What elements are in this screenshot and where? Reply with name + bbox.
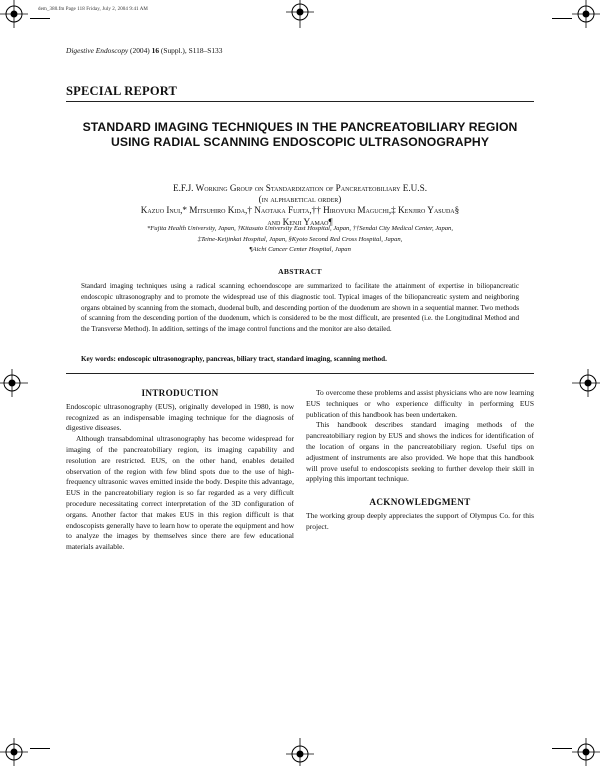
- registration-mark-top-center: [286, 0, 314, 28]
- affiliation-line: *Fujita Health University, Japan, †Kitasato University East Hospital, Japan, ††Sendai City Medical Center, Japan,: [146, 225, 454, 232]
- trim-line: [552, 18, 572, 19]
- registration-mark-bottom-center: [286, 738, 314, 766]
- registration-mark-top-right: [572, 0, 600, 28]
- paragraph: Although transabdominal ultrasonography has become widespread for imaging of the pancreatobiliary region, its imaging capability and resolution are restricted. EUS, on the other hand, enables detailed observation of the region with few blind spots due to the use of high-frequency ultrasonic waves emitted inside the body. Despite this advantage, EUS in the pancreatobiliary region is so far regarded as a very difficult procedure necessitating correct interpretation of the 3D configuration of organs. Another factor that makes EUS in this region difficult is that endoscopists generally have to learn how to operate the equipment and how to analyze the images by themselves since there are few educational materials available.: [66, 434, 294, 552]
- journal-year: (2004): [130, 46, 150, 55]
- registration-mark-bottom-right: [572, 738, 600, 766]
- trim-line: [552, 748, 572, 749]
- author-names-cont: and Kenji Yamao¶: [267, 216, 333, 227]
- journal-name: Digestive Endoscopy: [66, 46, 129, 55]
- trim-line: [30, 18, 50, 19]
- section-label: SPECIAL REPORT: [66, 84, 178, 98]
- keywords: Key words: endoscopic ultrasonography, pancreas, biliary tract, standard imaging, scanning method.: [81, 355, 387, 363]
- registration-mark-bottom-left: [0, 738, 28, 766]
- paragraph: This handbook describes standard imaging methods of the pancreatobiliary region by EUS and shows the indices for identification of the location of organs in the pancreatobiliary region. Useful tips on adjustment of instruments are also provided. We hope that this handbook will prove useful to endoscopists seeking to further develop their skill in applying this important technique.: [306, 420, 534, 484]
- working-group-note: (in alphabetical order): [258, 194, 342, 205]
- journal-citation: [66, 46, 222, 55]
- abstract-heading: ABSTRACT: [278, 267, 322, 276]
- print-slug: dem_380.fm Page 118 Friday, July 2, 2004 9:41 AM: [38, 7, 148, 12]
- registration-mark-top-left: [0, 0, 28, 28]
- affiliation-line: ¶Aichi Cancer Center Hospital, Japan: [249, 246, 351, 254]
- author-block: [66, 183, 534, 228]
- paper-title: STANDARD IMAGING TECHNIQUES IN THE PANCREATOBILIARY REGION USING RADIAL SCANNING ENDOSCOPIC ULTRASONOGRAPHY: [82, 120, 518, 149]
- affiliations: [66, 224, 534, 256]
- paragraph: To overcome these problems and assist physicians who are now learning EUS techniques or who experience difficulty in performing EUS publication of this handbook has been undertaken.: [306, 388, 534, 419]
- acknowledgment-heading: ACKNOWLEDGMENT: [369, 497, 471, 508]
- abstract-rule: [66, 373, 534, 374]
- section-rule: [66, 101, 534, 102]
- trim-line: [30, 748, 50, 749]
- right-column: [306, 388, 534, 533]
- introduction-heading: INTRODUCTION: [141, 388, 219, 398]
- journal-volume: 16: [151, 46, 160, 55]
- left-column: [66, 388, 294, 553]
- journal-pages: (Suppl.), S118–S133: [160, 46, 223, 55]
- registration-mark-mid-right: [572, 369, 600, 397]
- working-group: E.F.J. Working Group on Standardization of Pancreateobiliary E.U.S.: [173, 183, 427, 193]
- paragraph: Endoscopic ultrasonography (EUS), originally developed in 1980, is now recognized as an indispensable imaging technique for the diagnosis of digestive diseases.: [66, 401, 294, 433]
- author-names: Kazuo Inui,* Mitsuhiro Kida,† Naotaka Fujita,†† Hiroyuki Maguchi,‡ Kenjiro Yasuda§: [140, 205, 460, 216]
- acknowledgment-text: The working group deeply appreciates the support of Olympus Co. for this project.: [306, 510, 534, 531]
- affiliation-line: ‡Teine-Keijinkai Hospital, Japan, §Kyoto Second Red Cross Hospital, Japan,: [197, 235, 403, 243]
- abstract-text: Standard imaging techniques using a radical scanning echoendoscope are summarized to facilitate the attainment of expertise in biliopancreatic endoscopic ultrasonography and to promote the widespread use of this diagnostic tool. Typical images of the biliopancreatic system and neighboring organs obtained by scanning from the stomach, duodenal bulb, and descending portion of the duodenum are shown in a sequential manner. Two methods of scanning from the descending portion of the duodenum, which is considered to be the most difficult, are presented (i.e. the Longitudinal Method and the Transverse Method). In addition, settings of the image control functions and the monitor are also detailed.: [81, 282, 519, 334]
- registration-mark-mid-left: [0, 369, 28, 397]
